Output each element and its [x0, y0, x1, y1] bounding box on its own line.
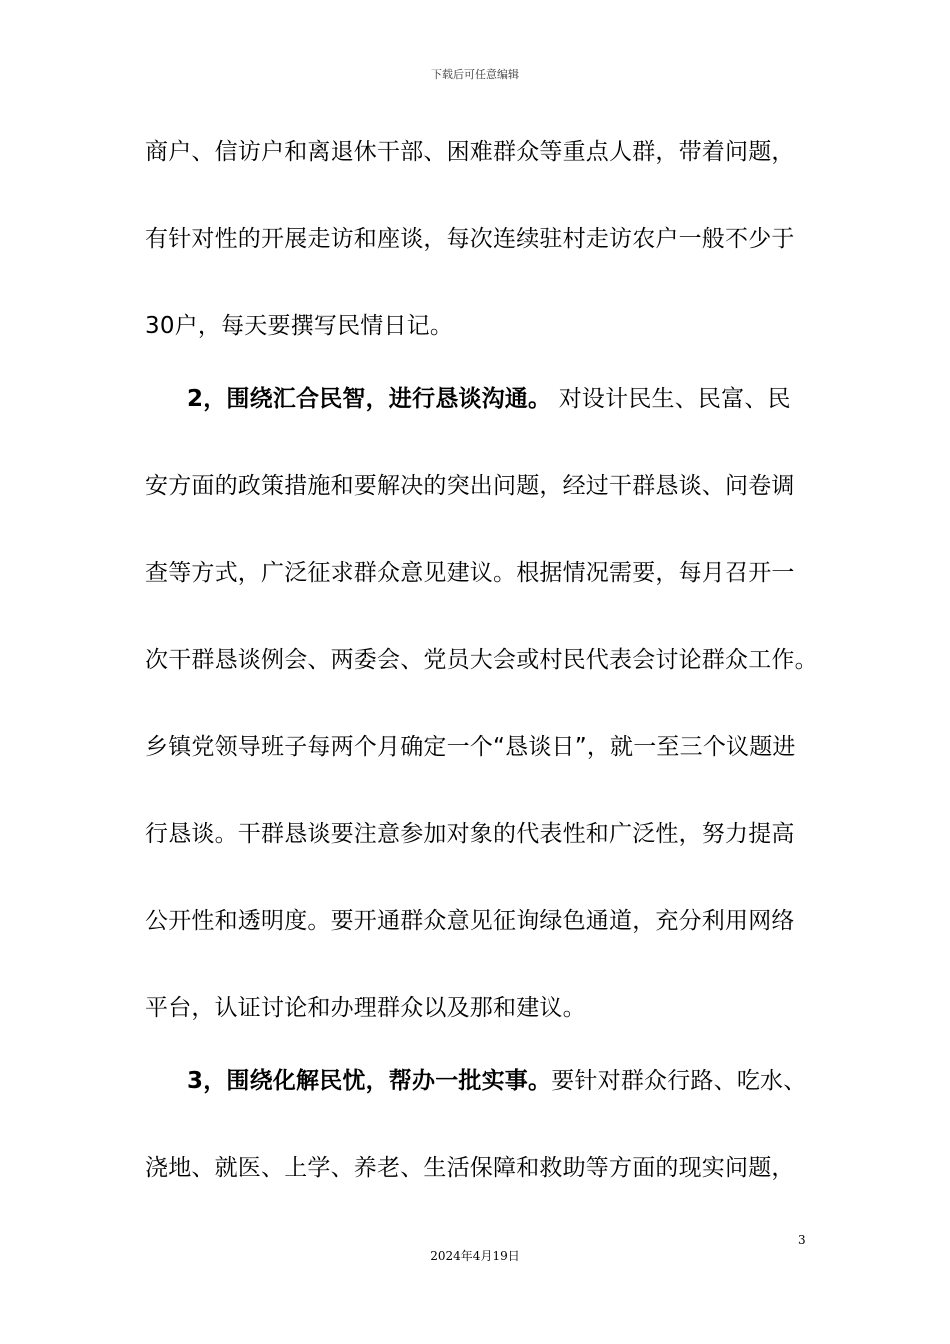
paragraph-line: 商户、信访户和离退休干部、困难群众等重点人群，带着问题，: [145, 139, 795, 165]
paragraph-line: 行恳谈。干群恳谈要注意参加对象的代表性和广泛性，努力提高: [145, 821, 795, 847]
page-number: 3: [798, 1233, 806, 1247]
paragraph-line: 平台，认证讨论和办理群众以及那和建议。: [145, 995, 586, 1021]
paragraph-text: 要针对群众行路、吃水、: [551, 1068, 807, 1094]
paragraph-line: 乡镇党领导班子每两个月确定一个“恳谈日”，就一至三个议题进: [145, 734, 796, 760]
paragraph-line: 公开性和透明度。要开通群众意见征询绿色通道，充分利用网络: [145, 908, 795, 934]
section-heading: 3，围绕化解民忧，帮办一批实事。: [187, 1068, 552, 1094]
paragraph-line: [145, 1066, 806, 1096]
section-heading: 2，围绕汇合民智，进行恳谈沟通。: [187, 386, 552, 412]
paragraph-line: 浇地、就医、上学、养老、生活保障和救助等方面的现实问题，: [145, 1155, 795, 1181]
page-header: 下载后可任意编辑: [431, 68, 519, 81]
paragraph-line: 30户，每天要撰写民情日记。: [145, 313, 454, 339]
paragraph-line: 安方面的政策措施和要解决的突出问题，经过干群恳谈、问卷调: [145, 473, 795, 499]
paragraph-line: [145, 384, 791, 414]
paragraph-line: 有针对性的开展走访和座谈，每次连续驻村走访农户一般不少于: [145, 226, 795, 252]
paragraph-line: 查等方式，广泛征求群众意见建议。根据情况需要，每月召开一: [145, 560, 795, 586]
paragraph-text: 对设计民生、民富、民: [551, 386, 791, 412]
paragraph-line: 次干群恳谈例会、两委会、党员大会或村民代表会讨论群众工作。: [145, 647, 818, 673]
page-footer-date: 2024年4月19日: [430, 1249, 520, 1263]
